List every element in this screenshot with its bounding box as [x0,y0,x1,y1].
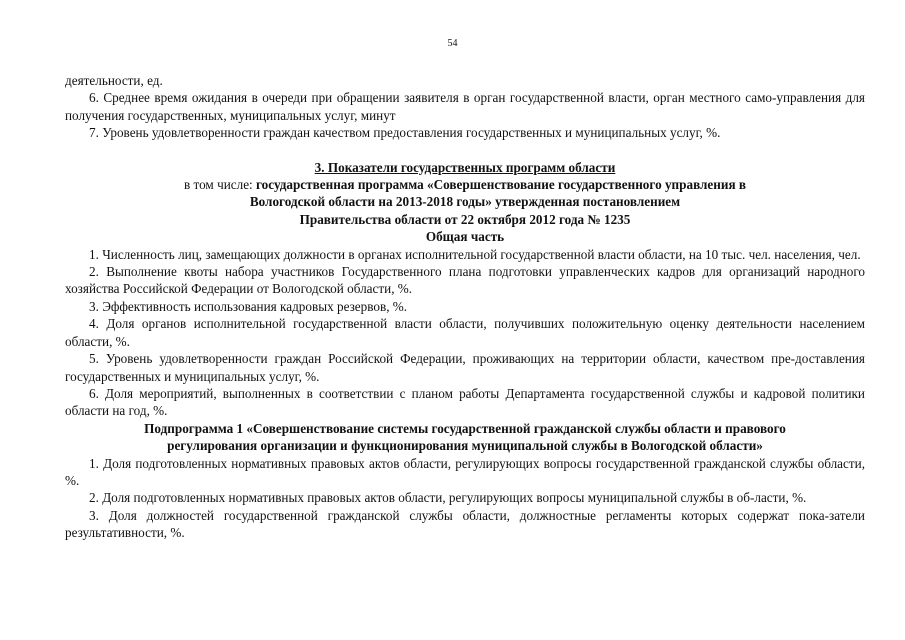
program-title-line-3: Правительства области от 22 октября 2012 года № 1235 [299,211,631,227]
program-prefix: в том числе: [183,177,257,193]
list-item: 5. Уровень удовлетворенности граждан Российской Федерации, проживающих на территории области, качеством пре-доставления государственных и муниципальных услуг, %. [65,351,865,384]
paragraph: 6. Среднее время ожидания в очереди при обращении заявителя в орган государственной власти, орган местного само-управления для получения государственных, муниципальных услуг, минут [65,90,865,123]
program-title-line-2: Вологодской области на 2013-2018 годы» утвержденная постановлением [249,194,681,210]
general-part-heading: Общая часть [425,229,505,245]
paragraph: 7. Уровень удовлетворенности граждан качеством предоставления государственных и муниципальных услуг, %. [89,125,721,141]
list-item: 3. Эффективность использования кадровых резервов, %. [89,298,408,314]
subprogram-title-line-1: Подпрограмма 1 «Совершенствование системы государственной гражданской службы области и правового [144,420,786,436]
page-number: 54 [447,38,458,49]
list-item: 3. Доля должностей государственной гражданской службы области, должностные регламенты которых содержат пока-затели результативности, %. [65,507,865,541]
program-title-line-1: государственная программа «Совершенствование государственного управления в [256,177,747,193]
program-heading-line [65,176,865,193]
list-item: 6. Доля мероприятий, выполненных в соответствии с планом работы Департамента государственной службы и кадровой политики области на год, %. [65,385,865,419]
list-item: 2. Доля подготовленных нормативных правовых актов области, регулирующих вопросы муниципальной службы в об-ласти, %. [89,490,807,506]
document-body [65,72,865,542]
subprogram-title-line-2: регулирования организации и функционирования муниципальной службы в Вологодской области» [167,438,763,454]
paragraph: деятельности, ед. [65,73,163,88]
list-item: 2. Выполнение квоты набора участников Государственного плана подготовки управленческих кадров для организаций народного хозяйства Российской Федерации от Вологодской области, %. [65,264,865,297]
list-item: 1. Доля подготовленных нормативных правовых актов области, регулирующих вопросы государственной гражданской службы области, %. [65,455,865,488]
list-item: 4. Доля органов исполнительной государственной власти области, получивших положительную оценку деятельности населением области, %. [65,316,865,349]
spacer [65,142,865,159]
section-title: 3. Показатели государственных программ области [314,159,616,175]
section-heading [65,159,865,176]
list-item: 1. Численность лиц, замещающих должности в органах исполнительной государственной власти области, на 10 тыс. чел. населения, чел. [89,246,861,262]
